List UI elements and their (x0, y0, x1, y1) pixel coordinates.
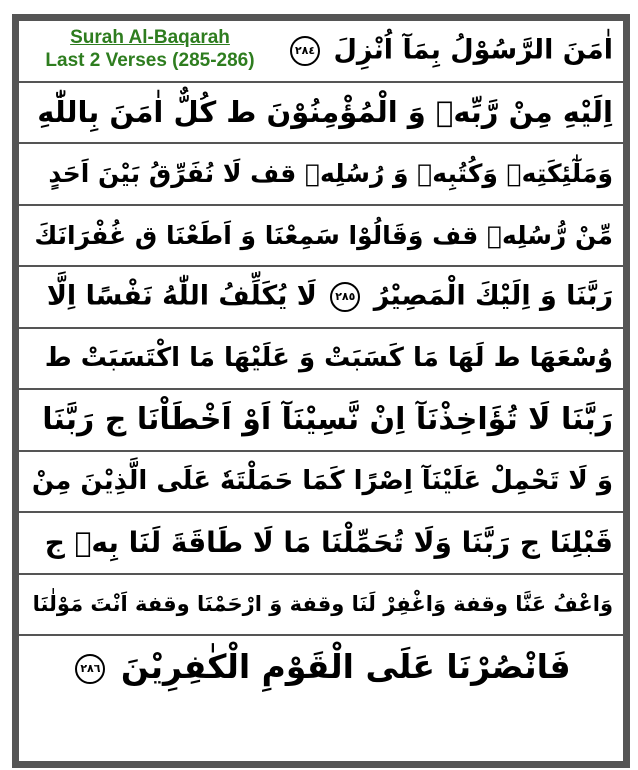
verse-line-7 (19, 390, 623, 452)
verse-line-3 (19, 144, 623, 206)
verse-line-8 (19, 452, 623, 514)
verse-line-6 (19, 329, 623, 391)
verse-line-9 (19, 513, 623, 575)
verse-line-11 (19, 636, 623, 698)
verse-text: فَانْصُرْنَا عَلَى الْقَوْمِ الْكٰفِرِيْنَ ٢٨٦ (71, 650, 570, 684)
page-title: Surah Al-Baqarah (70, 27, 230, 48)
verse-text: وُسْعَهَا ط لَهَا مَا كَسَبَتْ وَ عَلَيْهَا مَا اكْتَسَبَتْ ط (44, 343, 613, 374)
verse-text: قَبْلِنَا ج رَبَّنَا وَلَا تُحَمِّلْنَا مَا لَا طَاقَةَ لَنَا بِهٖ ج (44, 525, 613, 559)
verse-text: اِلَيْهِ مِنْ رَّبِّهٖ وَ الْمُؤْمِنُوْنَ ط كُلٌّ اٰمَنَ بِاللّٰهِ (37, 94, 613, 129)
verse-line-2 (19, 83, 623, 145)
verse-number-marker: ٢٨٦ (75, 654, 105, 684)
verse-text: وَاعْفُ عَنَّا وقفة وَاغْفِرْ لَنَا وقفة وَ ارْحَمْنَا وقفة اَنْتَ مَوْلٰنَا (32, 591, 613, 616)
verse-line-5 (19, 267, 623, 329)
page-subtitle: Last 2 Verses (285-286) (45, 49, 255, 71)
verse-line-1 (19, 21, 623, 83)
verse-text: اٰمَنَ الرَّسُوْلُ بِمَآ اُنْزِلَ ٢٨٤ (286, 36, 613, 66)
title-block (27, 27, 273, 73)
verse-text: وَ لَا تَحْمِلْ عَلَيْنَآ اِصْرًا كَمَا حَمَلْتَهٗ عَلَى الَّذِيْنَ مِنْ (31, 466, 613, 497)
verse-text: رَبَّنَا وَ اِلَيْكَ الْمَصِيْرُ ٢٨٥ لَا يُكَلِّفُ اللّٰهُ نَفْسًا اِلَّا (46, 280, 613, 312)
verse-frame (12, 14, 630, 768)
verse-line-10 (19, 575, 623, 637)
verse-line-4 (19, 206, 623, 268)
verse-text: وَمَلٰٓئِكَتِهٖ وَكُتُبِهٖ وَ رُسُلِهٖ قف لَا نُفَرِّقُ بَيْنَ اَحَدٍ (48, 159, 613, 189)
verse-number-marker: ٢٨٥ (330, 282, 360, 312)
verse-number-marker: ٢٨٤ (290, 36, 320, 66)
verse-text: رَبَّنَا لَا تُؤَاخِذْنَآ اِنْ نَّسِيْنَآ اَوْ اَخْطَاْنَا ج رَبَّنَا (42, 401, 613, 437)
verse-text: مِّنْ رُّسُلِهٖ قف وَقَالُوْا سَمِعْنَا وَ اَطَعْنَا ق غُفْرَانَكَ (34, 220, 613, 250)
